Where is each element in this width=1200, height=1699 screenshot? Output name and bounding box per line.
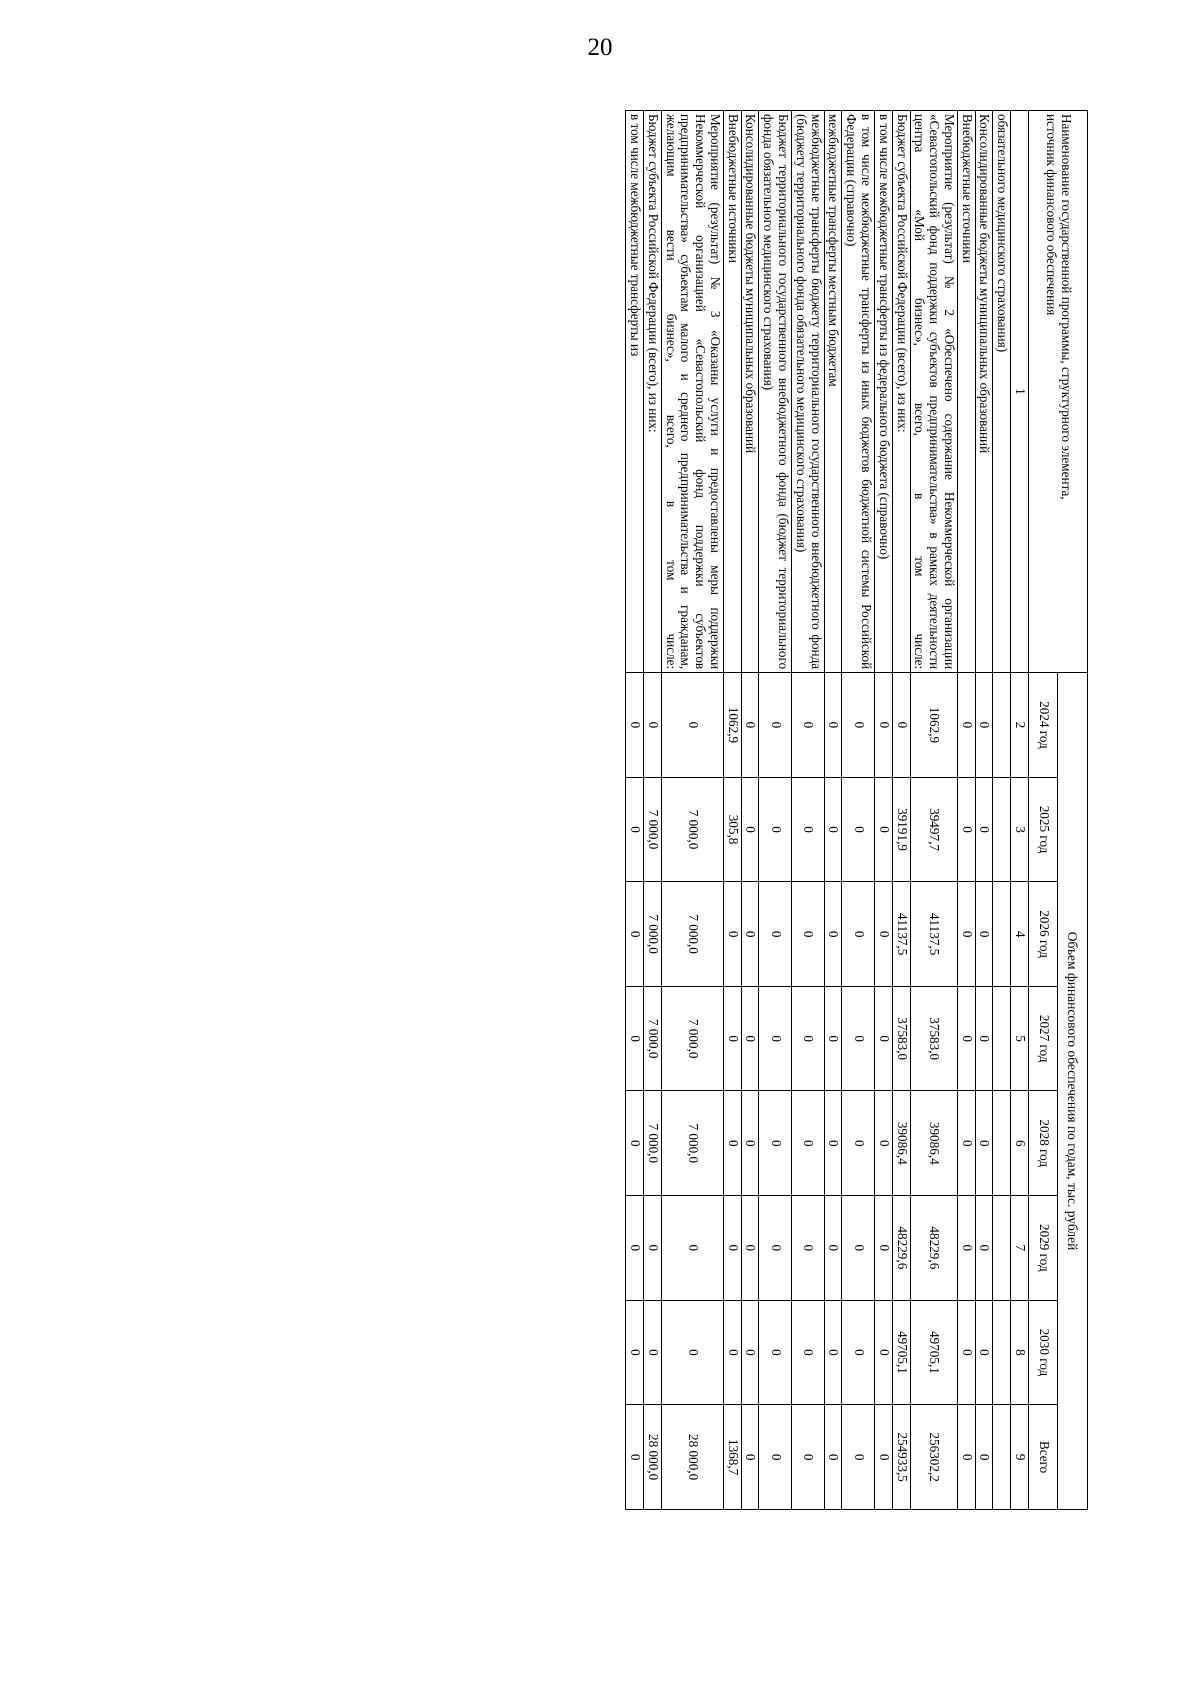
row-value: 0 [975,1300,993,1405]
row-value: 0 [741,1091,759,1196]
row-value: 0 [626,986,644,1091]
row-value: 256302,2 [910,1405,957,1510]
header-year-2024: 2024 год [1029,673,1058,778]
row-value: 28 000,0 [661,1405,723,1510]
header-year-2027: 2027 год [1029,986,1058,1091]
rotated-table-wrapper [178,110,1088,1510]
row-value: 0 [824,986,842,1091]
row-value: 0 [874,673,892,778]
row-value: 0 [957,1300,975,1405]
col-number-9: 9 [1011,1405,1029,1510]
row-value: 0 [842,777,875,882]
row-value: 305,8 [723,777,741,882]
row-value: 0 [842,673,875,778]
col-number-3: 3 [1011,777,1029,882]
header-name-cell [1029,111,1088,673]
row-value [993,777,1011,882]
row-label: Внебюджетные источники [723,111,741,673]
row-value: 0 [792,673,825,778]
row-value: 7 000,0 [661,777,723,882]
row-value: 0 [792,1091,825,1196]
row-value: 1062,9 [723,673,741,778]
row-value: 39497,7 [910,777,957,882]
row-value: 0 [824,1405,842,1510]
row-value: 0 [824,1196,842,1301]
row-value: 0 [626,1196,644,1301]
row-value: 0 [957,1196,975,1301]
row-value: 7 000,0 [644,882,662,987]
row-value: 0 [759,777,792,882]
table-row [910,111,957,1510]
row-value: 0 [644,1300,662,1405]
row-value: 0 [874,777,892,882]
row-value: 0 [957,986,975,1091]
row-value: 0 [759,1405,792,1510]
row-value: 0 [792,777,825,882]
row-value: 0 [759,673,792,778]
row-value: 49705,1 [892,1300,910,1405]
row-value: 0 [874,1300,892,1405]
table-row [741,111,759,1510]
row-value: 0 [759,1091,792,1196]
row-value: 0 [824,1091,842,1196]
row-value: 0 [741,1300,759,1405]
header-year-2025: 2025 год [1029,777,1058,882]
row-value: 0 [626,882,644,987]
row-label: межбюджетные трансферты местным бюджетам [824,111,842,673]
col-number-7: 7 [1011,1196,1029,1301]
row-value: 0 [975,673,993,778]
row-value: 0 [874,1405,892,1510]
row-value: 41137,5 [910,882,957,987]
row-value: 1062,9 [910,673,957,778]
row-label: Мероприятие (результат) № 3 «Оказаны услуги и предоставлены меры поддержки Некоммерческой организацией «Севастопольский фонд поддержки субъектов предпринимательства» субъектам малого и среднего предпринимательства и гражданам, желающим вести бизнес», всего, в том числе: [661,111,723,673]
row-value: 0 [626,1300,644,1405]
row-value: 0 [741,673,759,778]
row-value: 39086,4 [892,1091,910,1196]
row-value: 0 [759,1300,792,1405]
row-value: 0 [792,1405,825,1510]
col-number-5: 5 [1011,986,1029,1091]
header-year-2030: 2030 год [1029,1300,1058,1405]
row-value: 0 [874,882,892,987]
row-value: 39191,9 [892,777,910,882]
row-value: 48229,6 [892,1196,910,1301]
financial-table [625,110,1088,1510]
row-value [993,1196,1011,1301]
row-value [993,1300,1011,1405]
table-row [842,111,875,1510]
row-value: 0 [874,1196,892,1301]
header-year-2029: 2029 год [1029,1196,1058,1301]
row-value: 0 [661,673,723,778]
row-value: 0 [957,882,975,987]
row-value: 0 [874,1091,892,1196]
row-value: 0 [824,673,842,778]
row-value: 0 [792,1300,825,1405]
row-value: 0 [792,882,825,987]
row-value: 0 [842,1405,875,1510]
row-value: 37583,0 [910,986,957,1091]
row-value: 0 [842,1300,875,1405]
header-group-title: Объем финансового обеспечения по годам, тыс. рублей [1058,673,1088,1510]
row-value: 0 [723,986,741,1091]
row-value: 0 [723,1196,741,1301]
col-number-4: 4 [1011,882,1029,987]
row-value: 0 [975,1091,993,1196]
header-year-2028: 2028 год [1029,1091,1058,1196]
row-value: 48229,6 [910,1196,957,1301]
row-label: Консолидированные бюджеты муниципальных образований [741,111,759,673]
row-value: 0 [741,777,759,882]
row-label: Внебюджетные источники [957,111,975,673]
row-value: 0 [824,882,842,987]
row-value: 0 [842,986,875,1091]
table-row [892,111,910,1510]
row-value [993,1405,1011,1510]
row-value [993,986,1011,1091]
row-label: в том числе межбюджетные трансферты из [626,111,644,673]
row-value: 39086,4 [910,1091,957,1196]
row-value: 0 [792,1196,825,1301]
row-value: 0 [723,882,741,987]
row-value: 7 000,0 [644,1091,662,1196]
col-number-8: 8 [1011,1300,1029,1405]
table-row [824,111,842,1510]
row-value: 0 [644,1196,662,1301]
row-value: 37583,0 [892,986,910,1091]
row-value: 0 [975,1405,993,1510]
row-label: в том числе межбюджетные трансферты из федерального бюджета (справочно) [874,111,892,673]
row-value: 7 000,0 [644,777,662,882]
table-numbering-row [1011,111,1029,1510]
row-value: 0 [957,673,975,778]
row-value: 0 [824,1300,842,1405]
row-value: 0 [626,1091,644,1196]
row-value: 0 [892,673,910,778]
row-value: 0 [975,1196,993,1301]
row-value: 0 [792,986,825,1091]
row-value: 0 [741,1196,759,1301]
row-value: 0 [723,1091,741,1196]
row-label: межбюджетные трансферты бюджету территориального государственного внебюджетного фонда (бюджету территориального фонда обязательного медицинского страхования) [792,111,825,673]
row-value: 0 [644,673,662,778]
row-label: Бюджет территориального государственного внебюджетного фонда (бюджет территориального фонда обязательного медицинского страхования) [759,111,792,673]
row-label: Консолидированные бюджеты муниципальных образований [975,111,993,673]
row-value: 0 [975,986,993,1091]
row-value: 0 [626,777,644,882]
row-value: 0 [626,673,644,778]
row-value: 0 [759,882,792,987]
row-value [993,882,1011,987]
table-row [975,111,993,1510]
table-row [661,111,723,1510]
row-label: в том числе межбюджетные трансферты из иных бюджетов бюджетной системы Российской Федерации (справочно) [842,111,875,673]
row-label: обязательного медицинского страхования) [993,111,1011,673]
row-value: 0 [975,882,993,987]
table-row [792,111,825,1510]
row-value: 0 [874,986,892,1091]
row-value: 1368,7 [723,1405,741,1510]
table-row [993,111,1011,1510]
row-value: 0 [661,1196,723,1301]
row-value: 49705,1 [910,1300,957,1405]
row-value: 7 000,0 [661,882,723,987]
row-value: 0 [741,1405,759,1510]
row-value: 0 [957,1405,975,1510]
row-value: 0 [842,1091,875,1196]
table-row [644,111,662,1510]
header-total: Всего [1029,1405,1058,1510]
row-label: Бюджет субъекта Российской Федерации (всего), из них: [644,111,662,673]
header-year-2026: 2026 год [1029,882,1058,987]
row-value: 7 000,0 [644,986,662,1091]
row-value [993,673,1011,778]
row-label: Мероприятие (результат) № 2 «Обеспечено содержание Некоммерческой организации «Севастопольский фонд поддержки субъектов предпринимательства» в рамках деятельности центра «Мой бизнес», всего, в том числе: [910,111,957,673]
table-row [626,111,644,1510]
row-value: 7 000,0 [661,986,723,1091]
table-row [957,111,975,1510]
row-value: 254933,5 [892,1405,910,1510]
row-value: 0 [759,1196,792,1301]
row-value: 0 [842,1196,875,1301]
table-row [874,111,892,1510]
row-value: 0 [723,1300,741,1405]
row-label: Бюджет субъекта Российской Федерации (всего), из них: [892,111,910,673]
table-header-row-1 [1058,111,1088,1510]
row-value: 0 [824,777,842,882]
col-number-2: 2 [1011,673,1029,778]
row-value: 28 000,0 [644,1405,662,1510]
row-value: 0 [842,882,875,987]
header-name-line2: источник финансового обеспечения [1044,114,1059,316]
row-value [993,1091,1011,1196]
row-value: 0 [975,777,993,882]
header-name-line1: Наименование государственной программы, структурного элемента, [1058,114,1074,500]
row-value: 0 [626,1405,644,1510]
page-number: 20 [587,34,613,61]
row-value: 7 000,0 [661,1091,723,1196]
row-value: 0 [741,882,759,987]
col-number-6: 6 [1011,1091,1029,1196]
row-value: 0 [661,1300,723,1405]
row-value: 0 [759,986,792,1091]
row-value: 0 [957,777,975,882]
table-row [759,111,792,1510]
row-value: 41137,5 [892,882,910,987]
row-value: 0 [741,986,759,1091]
col-number-1: 1 [1011,111,1029,673]
table-row [723,111,741,1510]
row-value: 0 [957,1091,975,1196]
